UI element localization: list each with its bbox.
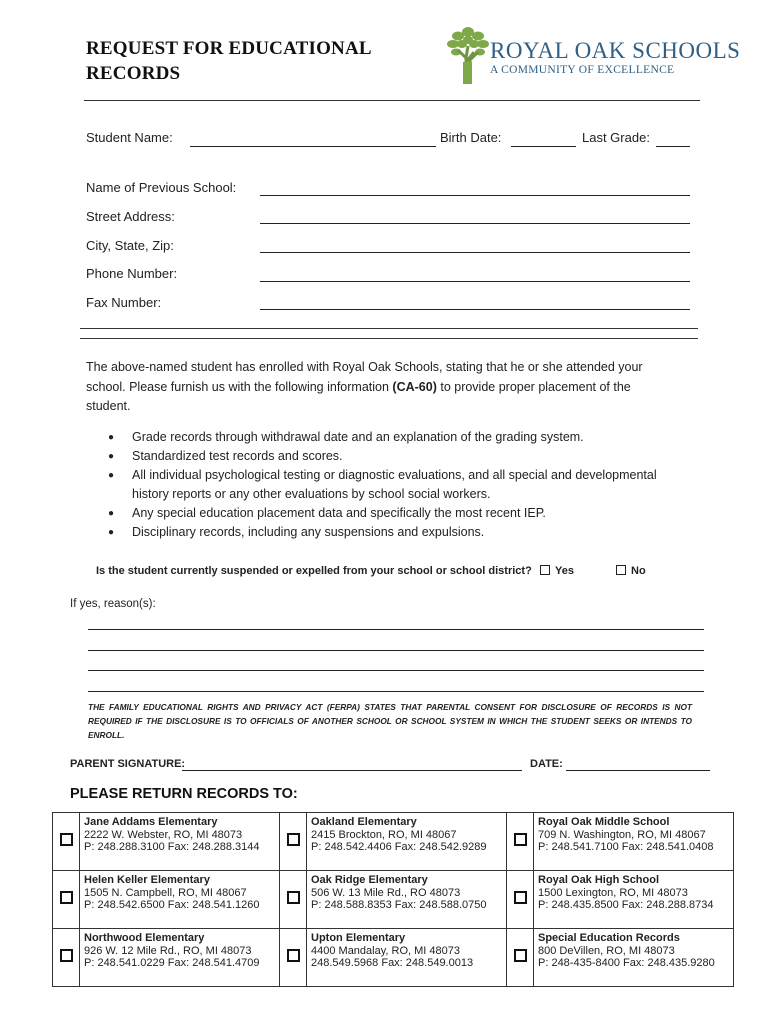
school-address: 1500 Lexington, RO, MI 48073 (538, 886, 688, 899)
school-address: 506 W. 13 Mile Rd., RO 48073 (311, 886, 461, 899)
return-records-heading: PLEASE RETURN RECORDS TO: (70, 786, 298, 802)
reason-line-2[interactable] (88, 650, 704, 651)
ferpa-notice: THE FAMILY EDUCATIONAL RIGHTS AND PRIVACY ACT (FERPA) STATES THAT PARENTAL CONSENT FOR DISCLOSURE OF RECORDS IS NOT REQUIRED IF THE DISCLOSURE IS TO OFFICIALS OF ANOTHER SCHOOL OR SCHOOL SYSTEM IN WHICH THE STUDENT SEEKS OR INTENDS TO ENROLL. (88, 702, 692, 740)
list-item: ● Any special education placement data and specifically the most recent IEP. (108, 504, 668, 523)
school-name: Oak Ridge Elementary (311, 874, 428, 886)
intro-paragraph: The above-named student has enrolled with Royal Oak Schools, stating that he or she attended your school. Please furnish us with the following information (CA-60) to provide proper placement of the student. (86, 360, 643, 413)
schools-table (52, 812, 734, 987)
school-checkbox[interactable] (60, 833, 73, 846)
ca60-code: (CA-60) (392, 379, 437, 394)
school-checkbox[interactable] (287, 891, 300, 904)
school-checkbox[interactable] (514, 833, 527, 846)
school-cell (534, 929, 734, 987)
logo-name: ROYAL OAK SCHOOLS (490, 38, 741, 63)
school-name: Royal Oak High School (538, 874, 660, 886)
school-cell (534, 871, 734, 929)
school-name: Helen Keller Elementary (84, 874, 210, 886)
school-name: Jane Addams Elementary (84, 816, 218, 828)
school-phone: P: 248.541.0229 Fax: 248.541.4709 (84, 957, 260, 969)
parent-signature-label: PARENT SIGNATURE: (70, 758, 186, 770)
student-name-label: Student Name: (86, 130, 173, 145)
school-name: Oakland Elementary (311, 816, 417, 828)
school-phone: 248.549.5968 Fax: 248.549.0013 (311, 957, 474, 969)
school-address: 2222 W. Webster, RO, MI 48073 (84, 828, 243, 841)
school-phone: P: 248.288.3100 Fax: 248.288.3144 (84, 841, 260, 853)
school-name: Royal Oak Middle School (538, 816, 670, 828)
tree-icon (446, 22, 490, 86)
list-item: ● Standardized test records and scores. (108, 447, 668, 466)
school-phone: P: 248.542.6500 Fax: 248.541.1260 (84, 899, 260, 911)
school-cell (307, 813, 507, 871)
city-state-zip-label: City, State, Zip: (86, 238, 174, 253)
last-grade-label: Last Grade: (582, 130, 650, 145)
school-cell (534, 813, 734, 871)
school-checkbox[interactable] (514, 949, 527, 962)
school-address: 4400 Mandalay, RO, MI 48073 (311, 944, 460, 957)
school-cell (307, 929, 507, 987)
yes-checkbox[interactable] (540, 565, 550, 575)
school-cell (80, 929, 280, 987)
yes-option[interactable]: Yes (540, 565, 574, 577)
table-row (53, 871, 734, 929)
birth-date-label: Birth Date: (440, 130, 502, 145)
parent-signature-field[interactable] (182, 770, 522, 771)
school-address: 2415 Brockton, RO, MI 48067 (311, 828, 457, 841)
school-address: 926 W. 12 Mile Rd., RO, MI 48073 (84, 944, 252, 957)
school-phone: P: 248-435-8400 Fax: 248.435.9280 (538, 957, 715, 969)
school-name: Northwood Elementary (84, 932, 205, 944)
reason-line-3[interactable] (88, 670, 704, 671)
fax-number-field[interactable] (260, 309, 690, 310)
school-address: 709 N. Washington, RO, MI 48067 (538, 828, 706, 841)
school-name: Special Education Records (538, 932, 680, 944)
section-divider-top (80, 328, 698, 329)
school-cell (307, 871, 507, 929)
street-address-field[interactable] (260, 223, 690, 224)
school-cell (80, 813, 280, 871)
page-title: REQUEST FOR EDUCATIONAL RECORDS (86, 38, 371, 84)
phone-number-field[interactable] (260, 281, 690, 282)
school-address: 1505 N. Campbell, RO, MI 48067 (84, 886, 247, 899)
school-checkbox[interactable] (287, 833, 300, 846)
phone-number-label: Phone Number: (86, 266, 178, 281)
reason-line-1[interactable] (88, 629, 704, 630)
date-field[interactable] (566, 770, 710, 771)
school-cell (80, 871, 280, 929)
school-checkbox[interactable] (60, 949, 73, 962)
school-name: Upton Elementary (311, 932, 406, 944)
requested-records-list (108, 428, 668, 542)
last-grade-field[interactable] (656, 146, 690, 147)
list-item: ● All individual psychological testing or diagnostic evaluations, and all special and developmental history reports or any other evaluations by school social workers. (108, 466, 668, 504)
reason-label: If yes, reason(s): (70, 598, 156, 610)
no-option[interactable]: No (616, 565, 646, 577)
school-phone: P: 248.435.8500 Fax: 248.288.8734 (538, 899, 714, 911)
previous-school-field[interactable] (260, 195, 690, 196)
school-checkbox[interactable] (60, 891, 73, 904)
city-state-zip-field[interactable] (260, 252, 690, 253)
street-address-label: Street Address: (86, 209, 175, 224)
no-checkbox[interactable] (616, 565, 626, 575)
list-item: ● Disciplinary records, including any suspensions and expulsions. (108, 523, 668, 542)
fax-number-label: Fax Number: (86, 295, 162, 310)
school-address: 800 DeVillen, RO, MI 48073 (538, 944, 675, 957)
reason-line-4[interactable] (88, 691, 704, 692)
school-phone: P: 248.541.7100 Fax: 248.541.0408 (538, 841, 714, 853)
school-checkbox[interactable] (287, 949, 300, 962)
table-row (53, 929, 734, 987)
logo-tagline: A COMMUNITY OF EXCELLENCE (490, 64, 675, 76)
section-divider-bottom (80, 338, 698, 339)
suspension-question: Is the student currently suspended or expelled from your school or school district? (96, 565, 532, 577)
previous-school-label: Name of Previous School: (86, 180, 237, 195)
list-item: ● Grade records through withdrawal date and an explanation of the grading system. (108, 428, 668, 447)
school-checkbox[interactable] (514, 891, 527, 904)
school-phone: P: 248.588.8353 Fax: 248.588.0750 (311, 899, 487, 911)
date-label: DATE: (530, 758, 563, 770)
birth-date-field[interactable] (511, 146, 576, 147)
student-name-field[interactable] (190, 146, 436, 147)
header-divider (84, 100, 700, 101)
table-row (53, 813, 734, 871)
school-phone: P: 248.542.4406 Fax: 248.542.9289 (311, 841, 487, 853)
